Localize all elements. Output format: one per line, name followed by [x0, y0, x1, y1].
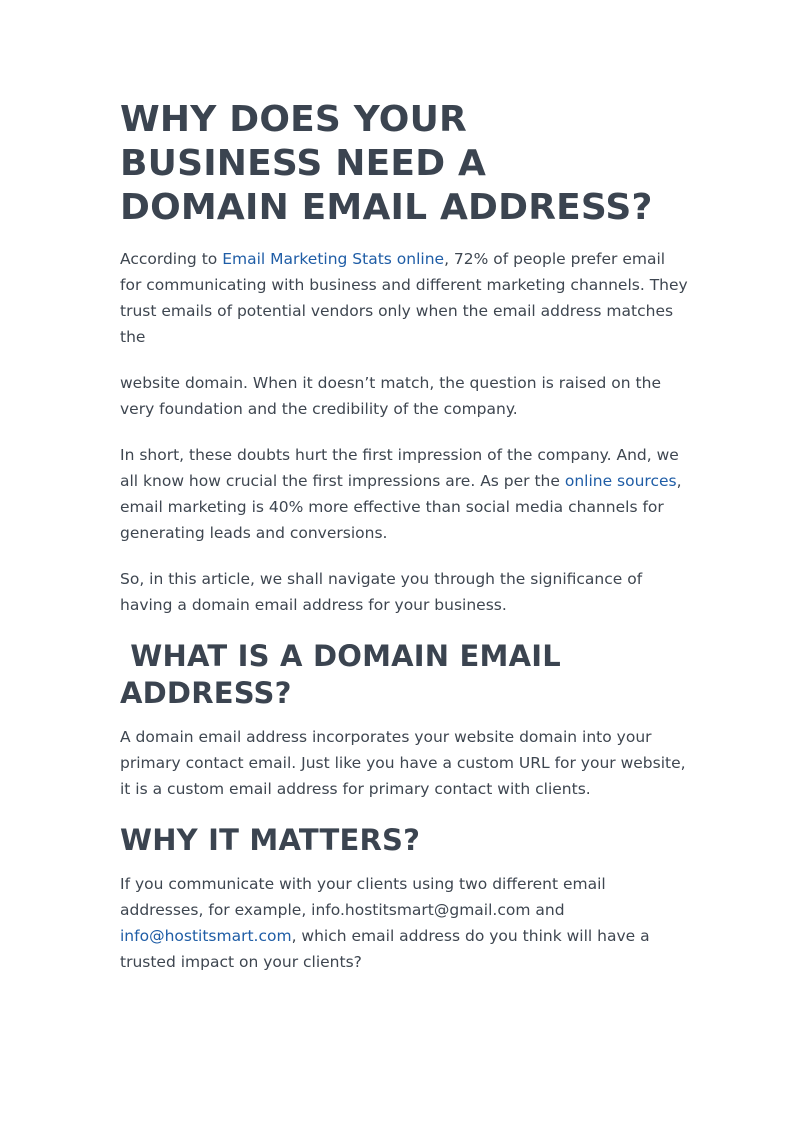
online-sources-link[interactable]: online sources — [564, 472, 677, 490]
article — [120, 98, 690, 975]
email-marketing-stats-link[interactable]: Email Marketing Stats online — [222, 250, 445, 268]
info-email-link[interactable]: info@hostitsmart.com — [120, 927, 292, 945]
intro-p3-text-before: In short, these doubts hurt the first impression of the company. And, we all know how crucial the first impressions are. As per the — [120, 446, 679, 490]
intro-paragraph-3 — [120, 442, 690, 546]
intro-p3-text-after: , email marketing is 40% more effective than social media channels for generating leads and conversions. — [120, 472, 682, 542]
section-why-it-matters-body — [120, 871, 690, 975]
page-title-line-3: DOMAIN EMAIL ADDRESS? — [120, 187, 653, 228]
why-matters-text-after: , which email address do you think will have a trusted impact on your clients? — [120, 927, 650, 971]
intro-p1-text-after: , 72% of people prefer email for communicating with business and different marketing channels. They trust emails of potential vendors only when the email address matches the — [120, 250, 688, 346]
page-title-line-2: BUSINESS NEED A — [120, 143, 487, 184]
intro-paragraph-4: So, in this article, we shall navigate you through the significance of having a domain email address for your business. — [120, 570, 643, 614]
why-matters-text-before: If you communicate with your clients using two different email addresses, for example, info.hostitsmart@gmail.com and — [120, 875, 606, 919]
intro-paragraph-1 — [120, 246, 690, 350]
intro-paragraph-2: website domain. When it doesn’t match, the question is raised on the very foundation and the credibility of the company. — [120, 374, 661, 418]
page-title — [120, 98, 680, 230]
page-title-line-1: WHY DOES YOUR — [120, 99, 467, 140]
intro-p1-text-before: According to — [120, 250, 223, 268]
section-heading-what-is: WHAT IS A DOMAIN EMAIL ADDRESS? — [120, 639, 572, 710]
section-heading-why-it-matters: WHY IT MATTERS? — [120, 823, 421, 857]
section-what-is-body: A domain email address incorporates your website domain into your primary contact email. Just like you have a custom URL for your website, it is a custom email address for primary contact with clients. — [120, 728, 686, 798]
